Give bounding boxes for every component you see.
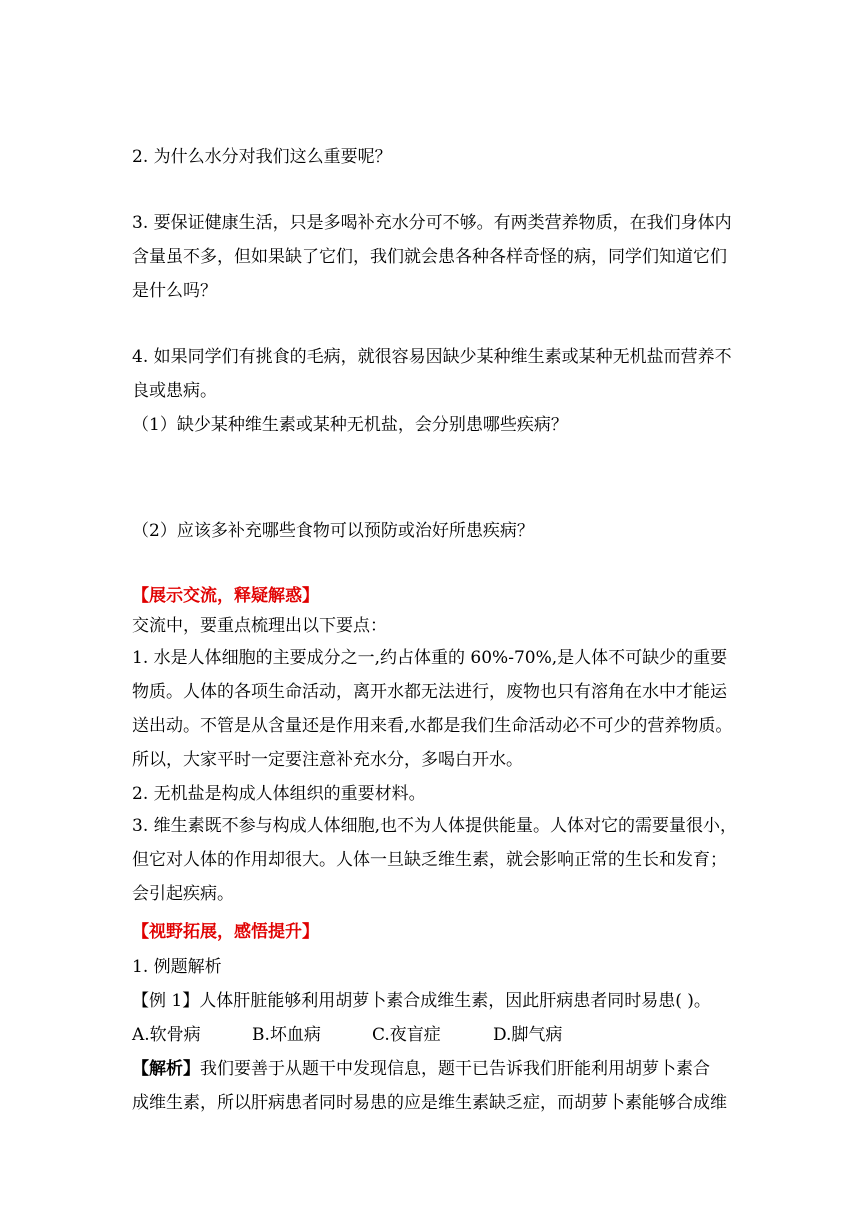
example-label: 【例 1】 (132, 991, 200, 1011)
point-3-line-1: 3. 维生素既不参与构成人体细胞,也不为人体提供能量。人体对它的需要量很小， (132, 816, 738, 836)
question-2: 2. 为什么水分对我们这么重要呢？ (132, 147, 392, 167)
analysis-line-2: 成维生素，所以肝病患者同时易患的应是维生素缺乏症，而胡萝卜素能够合成维 (132, 1093, 727, 1113)
question-3-line-2: 含量虽不多，但如果缺了它们，我们就会患各种各样奇怪的病，同学们知道它们 (132, 247, 727, 267)
question-4-line-2: 良或患病。 (132, 381, 217, 401)
point-1-line-2: 物质。人体的各项生命活动，离开水都无法进行，废物也只有溶角在水中才能运 (132, 682, 727, 702)
question-4-line-1: 4. 如果同学们有挑食的毛病，就很容易因缺少某种维生素或某种无机盐而营养不 (132, 347, 732, 367)
analysis-text-1: 我们要善于从题干中发现信息，题干已告诉我们肝能利用胡萝卜素合 (200, 1059, 710, 1079)
question-4-sub-1: （1）缺少某种维生素或某种无机盐，会分别患哪些疾病？ (132, 415, 568, 435)
point-2: 2. 无机盐是构成人体组织的重要材料。 (132, 784, 426, 804)
option-a: A.软骨病 (132, 1025, 201, 1045)
question-4-sub-2: （2）应该多补充哪些食物可以预防或治好所患疾病？ (132, 521, 534, 541)
example-text: 人体肝脏能够利用胡萝卜素合成维生素，因此肝病患者同时易患( )。 (199, 991, 711, 1011)
analysis-label: 【解析】 (132, 1059, 200, 1079)
point-1-line-3: 送出动。不管是从含量还是作用来看,水都是我们生命活动必不可少的营养物质。 (132, 716, 733, 736)
example-options (132, 1023, 562, 1047)
option-d: D.脚气病 (493, 1025, 563, 1045)
option-b: B.坏血病 (252, 1025, 321, 1045)
point-3-line-2: 但它对人体的作用却很大。人体一旦缺乏维生素，就会影响正常的生长和发育； (132, 850, 727, 870)
point-1-line-1: 1. 水是人体细胞的主要成分之一,约占体重的 60%-70%,是人体不可缺少的重要 (132, 648, 728, 668)
question-3-line-1: 3. 要保证健康生活，只是多喝补充水分可不够。有两类营养物质，在我们身体内 (132, 213, 732, 233)
section1-intro: 交流中，要重点梳理出以下要点： (132, 616, 387, 636)
point-1-line-4: 所以，大家平时一定要注意补充水分，多喝白开水。 (132, 750, 523, 770)
analysis-line-1 (132, 1057, 710, 1081)
section-heading-expand: 【视野拓展，感悟提升】 (132, 922, 319, 942)
question-3-line-3: 是什么吗？ (132, 281, 217, 301)
option-c: C.夜盲症 (372, 1025, 441, 1045)
point-3-line-3: 会引起疾病。 (132, 884, 234, 904)
example-1 (132, 989, 711, 1013)
section-heading-exchange: 【展示交流，释疑解惑】 (132, 586, 319, 606)
example-item: 1. 例题解析 (132, 957, 222, 977)
